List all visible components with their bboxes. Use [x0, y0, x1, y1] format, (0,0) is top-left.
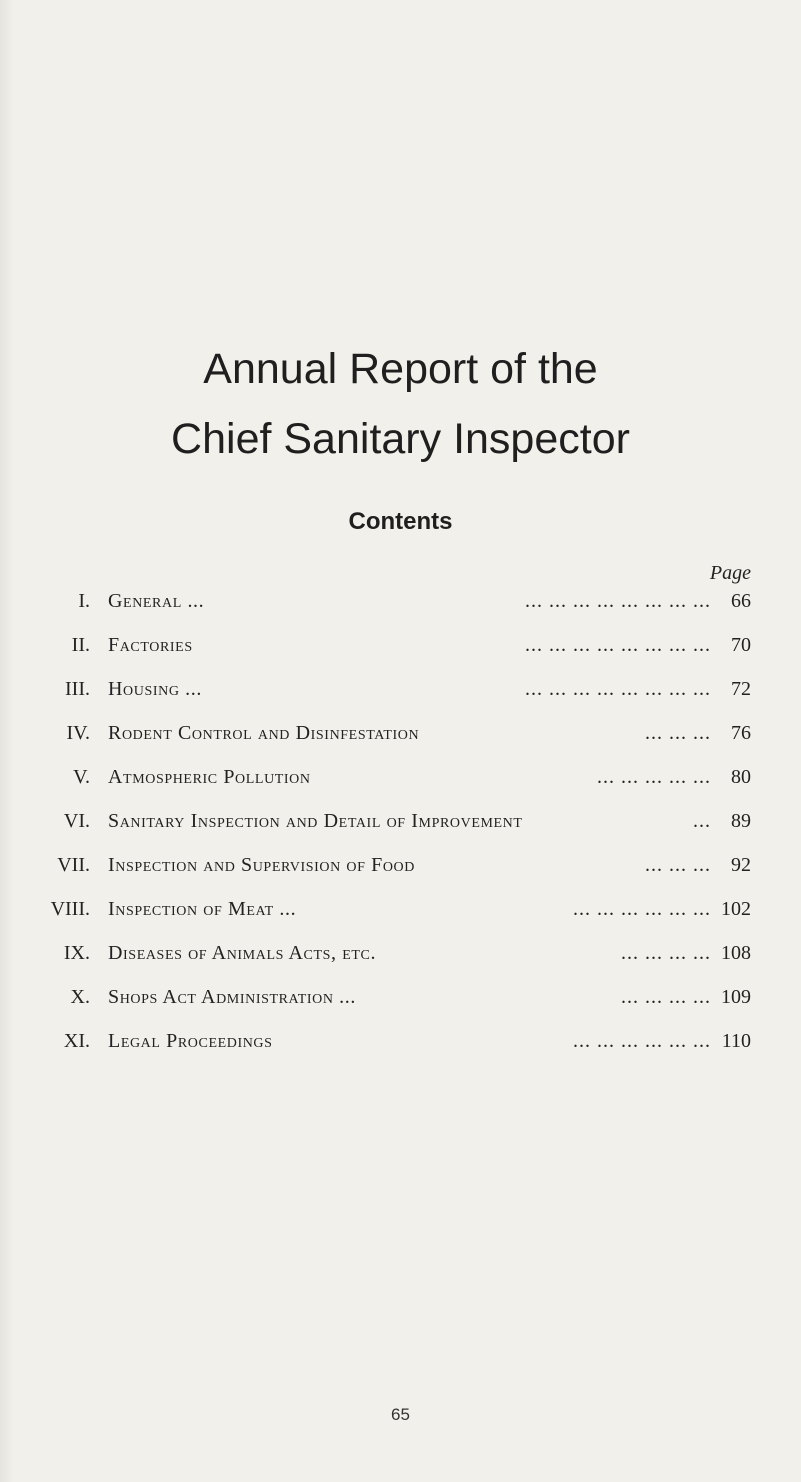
toc-entry-number: I.	[78, 590, 90, 612]
toc-entry-number: VI.	[63, 810, 90, 832]
toc-entry-number: II.	[71, 634, 90, 656]
toc-entry-number: VIII.	[50, 898, 90, 920]
toc-entry-title: General ...	[108, 590, 205, 612]
toc-entry-leader: ... ... ... ... ... ... ... ...	[525, 590, 711, 612]
contents-heading: Contents	[348, 508, 453, 535]
toc-entry-leader: ... ... ... ...	[621, 942, 711, 964]
toc-entry-leader: ... ... ...	[645, 854, 711, 876]
toc-entry-leader: ... ... ... ... ... ...	[573, 1030, 711, 1052]
toc-entry	[0, 898, 801, 926]
toc-entry-page: 110	[721, 1030, 751, 1052]
toc-entry	[0, 1030, 801, 1058]
toc-entry-number: X.	[70, 986, 90, 1008]
toc-entry-page: 89	[731, 810, 751, 832]
toc-entry-leader: ... ... ... ... ... ... ... ...	[525, 678, 711, 700]
toc-entry-title: Factories	[108, 634, 193, 656]
toc-entry-number: V.	[73, 766, 90, 788]
toc-entry-title: Legal Proceedings	[108, 1030, 273, 1052]
toc-entry-page: 80	[731, 766, 751, 788]
toc-entry-leader: ... ... ... ... ...	[597, 766, 711, 788]
toc-entry	[0, 810, 801, 838]
toc-entry-leader: ...	[693, 810, 711, 832]
toc-entry-title: Sanitary Inspection and Detail of Improvement	[108, 810, 523, 832]
toc-entry-leader: ... ... ...	[645, 722, 711, 744]
page-number: 65	[391, 1405, 410, 1424]
toc-entry-title: Diseases of Animals Acts, etc.	[108, 942, 377, 964]
toc-entry-leader: ... ... ... ... ... ... ... ...	[525, 634, 711, 656]
report-title-line-2: Chief Sanitary Inspector	[171, 415, 630, 463]
toc-entry-title: Rodent Control and Disinfestation	[108, 722, 420, 744]
toc-entry-title: Shops Act Administration ...	[108, 986, 356, 1008]
toc-entry-page: 72	[731, 678, 751, 700]
toc-entry-page: 66	[731, 590, 751, 612]
toc-entry-number: VII.	[57, 854, 90, 876]
toc-entry-number: IV.	[66, 722, 90, 744]
page-column-label: Page	[709, 562, 751, 584]
toc-entry	[0, 766, 801, 794]
toc-entry-page: 70	[731, 634, 751, 656]
toc-entry-number: IX.	[63, 942, 90, 964]
toc-entry	[0, 986, 801, 1014]
toc-entry-title: Inspection of Meat ...	[108, 898, 297, 920]
toc-entry-number: XI.	[63, 1030, 90, 1052]
toc-entry	[0, 590, 801, 618]
toc-entry-title: Housing ...	[108, 678, 202, 700]
toc-entry-title: Inspection and Supervision of Food	[108, 854, 415, 876]
toc-entry-leader: ... ... ... ... ... ...	[573, 898, 711, 920]
toc-entry-page: 108	[721, 942, 751, 964]
toc-entry	[0, 634, 801, 662]
toc-entry-page: 109	[721, 986, 751, 1008]
toc-entry-page: 92	[731, 854, 751, 876]
toc-entry-page: 76	[731, 722, 751, 744]
toc-entry	[0, 942, 801, 970]
toc-entry	[0, 678, 801, 706]
toc-entry	[0, 722, 801, 750]
toc-entry-leader: ... ... ... ...	[621, 986, 711, 1008]
toc-entry-title: Atmospheric Pollution	[108, 766, 311, 788]
toc-entry-page: 102	[721, 898, 751, 920]
report-title-line-1: Annual Report of the	[203, 345, 598, 393]
toc-entry	[0, 854, 801, 882]
toc-entry-number: III.	[65, 678, 90, 700]
